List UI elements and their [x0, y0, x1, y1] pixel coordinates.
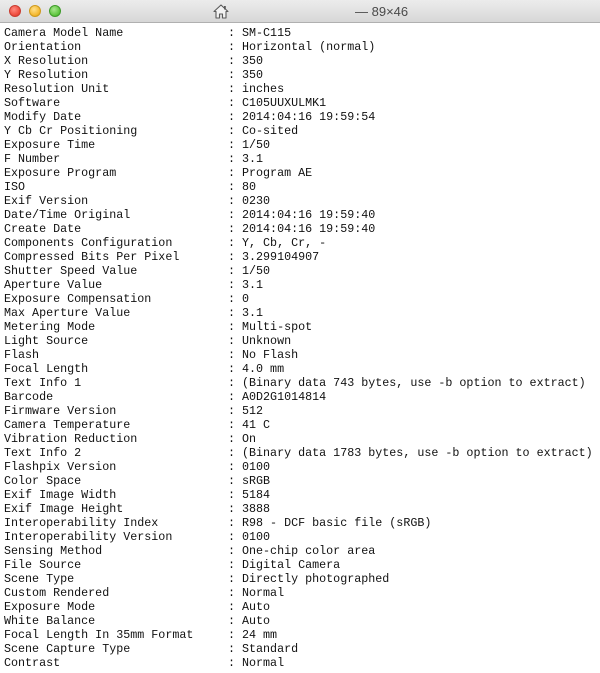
- exif-separator: :: [228, 180, 236, 194]
- exif-separator: :: [228, 222, 236, 236]
- exif-row: [4, 432, 600, 446]
- exif-tag-name: Focal Length In 35mm Format: [4, 628, 194, 642]
- exif-tag-name: Date/Time Original: [4, 208, 131, 222]
- exif-tag-name: Exif Image Height: [4, 502, 124, 516]
- exif-tag-name: Firmware Version: [4, 404, 117, 418]
- exif-separator: :: [228, 292, 236, 306]
- exif-tag-name: Focal Length: [4, 362, 89, 376]
- exif-row: [4, 320, 600, 334]
- exif-separator: :: [228, 278, 236, 292]
- exif-separator: :: [228, 376, 236, 390]
- exif-separator: :: [228, 572, 236, 586]
- exif-tag-name: Sensing Method: [4, 544, 103, 558]
- exif-separator: :: [228, 418, 236, 432]
- exif-row: [4, 404, 600, 418]
- exif-row: [4, 628, 600, 642]
- exif-row: [4, 110, 600, 124]
- exif-row: [4, 614, 600, 628]
- exif-tag-value: 0100: [242, 530, 271, 544]
- exif-row: [4, 474, 600, 488]
- exif-row: [4, 152, 600, 166]
- exif-tag-value: C105UUXULMK1: [242, 96, 327, 110]
- exif-separator: :: [228, 586, 236, 600]
- exif-tag-value: 3.1: [242, 306, 264, 320]
- terminal-output[interactable]: [0, 24, 600, 673]
- exif-tag-value: Y, Cb, Cr, -: [242, 236, 327, 250]
- exif-tag-value: No Flash: [242, 348, 299, 362]
- exif-tag-value: Co-sited: [242, 124, 299, 138]
- exif-tag-name: Interoperability Index: [4, 516, 159, 530]
- exif-row: [4, 376, 600, 390]
- exif-tag-value: (Binary data 743 bytes, use -b option to extract): [242, 376, 586, 390]
- exif-row: [4, 488, 600, 502]
- exif-separator: :: [228, 404, 236, 418]
- exif-tag-value: sRGB: [242, 474, 271, 488]
- exif-tag-value: 0: [242, 292, 250, 306]
- exif-tag-list: [4, 26, 600, 670]
- exif-separator: :: [228, 110, 236, 124]
- exif-tag-value: 80: [242, 180, 257, 194]
- exif-tag-value: 2014:04:16 19:59:40: [242, 222, 376, 236]
- exif-row: [4, 96, 600, 110]
- exif-tag-value: SM-C115: [242, 26, 292, 40]
- exif-separator: :: [228, 446, 236, 460]
- exif-tag-value: 350: [242, 68, 264, 82]
- exif-tag-value: inches: [242, 82, 285, 96]
- exif-tag-name: Contrast: [4, 656, 61, 670]
- exif-separator: :: [228, 152, 236, 166]
- exif-row: [4, 306, 600, 320]
- exif-row: [4, 446, 600, 460]
- exif-row: [4, 236, 600, 250]
- exif-separator: :: [228, 530, 236, 544]
- exif-tag-value: A0D2G1014814: [242, 390, 327, 404]
- exif-tag-value: (Binary data 1783 bytes, use -b option to extract): [242, 446, 593, 460]
- exif-tag-name: Vibration Reduction: [4, 432, 138, 446]
- exif-row: [4, 460, 600, 474]
- exif-separator: :: [228, 656, 236, 670]
- exif-row: [4, 278, 600, 292]
- exif-separator: :: [228, 264, 236, 278]
- exif-row: [4, 516, 600, 530]
- exif-tag-name: Software: [4, 96, 61, 110]
- exif-separator: :: [228, 516, 236, 530]
- exif-tag-value: Horizontal (normal): [242, 40, 376, 54]
- exif-row: [4, 418, 600, 432]
- exif-row: [4, 544, 600, 558]
- exif-separator: :: [228, 614, 236, 628]
- exif-row: [4, 166, 600, 180]
- exif-separator: :: [228, 390, 236, 404]
- exif-row: [4, 558, 600, 572]
- exif-tag-value: Program AE: [242, 166, 313, 180]
- exif-separator: :: [228, 544, 236, 558]
- minimize-window-button[interactable]: [29, 5, 41, 17]
- exif-tag-name: Camera Temperature: [4, 418, 131, 432]
- zoom-window-button[interactable]: [49, 5, 61, 17]
- exif-separator: :: [228, 26, 236, 40]
- exif-row: [4, 292, 600, 306]
- exif-tag-value: Directly photographed: [242, 572, 390, 586]
- exif-tag-value: Auto: [242, 600, 271, 614]
- exif-tag-name: F Number: [4, 152, 61, 166]
- exif-row: [4, 586, 600, 600]
- exif-tag-value: One-chip color area: [242, 544, 376, 558]
- home-icon: [213, 4, 229, 19]
- exif-separator: :: [228, 208, 236, 222]
- exif-tag-name: ISO: [4, 180, 26, 194]
- exif-separator: :: [228, 642, 236, 656]
- exif-tag-name: Metering Mode: [4, 320, 96, 334]
- exif-tag-name: Resolution Unit: [4, 82, 110, 96]
- exif-tag-value: 1/50: [242, 138, 271, 152]
- exif-tag-value: 2014:04:16 19:59:40: [242, 208, 376, 222]
- exif-tag-name: X Resolution: [4, 54, 89, 68]
- exif-tag-value: Auto: [242, 614, 271, 628]
- exif-row: [4, 348, 600, 362]
- exif-separator: :: [228, 502, 236, 516]
- exif-tag-value: Digital Camera: [242, 558, 341, 572]
- exif-tag-value: 3888: [242, 502, 271, 516]
- exif-row: [4, 180, 600, 194]
- exif-separator: :: [228, 320, 236, 334]
- exif-row: [4, 138, 600, 152]
- exif-row: [4, 40, 600, 54]
- exif-separator: :: [228, 558, 236, 572]
- exif-tag-name: Scene Capture Type: [4, 642, 131, 656]
- exif-tag-value: Multi-spot: [242, 320, 313, 334]
- exif-separator: :: [228, 194, 236, 208]
- exif-tag-value: R98 - DCF basic file (sRGB): [242, 516, 432, 530]
- exif-row: [4, 68, 600, 82]
- exif-separator: :: [228, 166, 236, 180]
- exif-separator: :: [228, 96, 236, 110]
- exif-separator: :: [228, 334, 236, 348]
- exif-tag-name: Exposure Time: [4, 138, 96, 152]
- exif-tag-value: 5184: [242, 488, 271, 502]
- exif-row: [4, 222, 600, 236]
- exif-row: [4, 264, 600, 278]
- exif-tag-name: Light Source: [4, 334, 89, 348]
- exif-separator: :: [228, 348, 236, 362]
- exif-tag-name: Modify Date: [4, 110, 82, 124]
- exif-separator: :: [228, 82, 236, 96]
- exif-tag-name: Exif Version: [4, 194, 89, 208]
- exif-row: [4, 572, 600, 586]
- exif-tag-name: Flashpix Version: [4, 460, 117, 474]
- exif-tag-name: Shutter Speed Value: [4, 264, 138, 278]
- exif-row: [4, 642, 600, 656]
- exif-tag-name: White Balance: [4, 614, 96, 628]
- exif-tag-value: Standard: [242, 642, 299, 656]
- exif-row: [4, 194, 600, 208]
- exif-tag-value: Normal: [242, 656, 285, 670]
- exif-tag-value: 24 mm: [242, 628, 278, 642]
- exif-separator: :: [228, 628, 236, 642]
- exif-tag-name: File Source: [4, 558, 82, 572]
- exif-row: [4, 208, 600, 222]
- close-window-button[interactable]: [9, 5, 21, 17]
- exif-separator: :: [228, 306, 236, 320]
- exif-tag-name: Interoperability Version: [4, 530, 173, 544]
- exif-row: [4, 502, 600, 516]
- exif-separator: :: [228, 54, 236, 68]
- exif-tag-name: Create Date: [4, 222, 82, 236]
- exif-tag-name: Barcode: [4, 390, 54, 404]
- exif-tag-name: Components Configuration: [4, 236, 173, 250]
- exif-separator: :: [228, 432, 236, 446]
- exif-tag-value: 3.1: [242, 278, 264, 292]
- exif-tag-value: Normal: [242, 586, 285, 600]
- exif-separator: :: [228, 250, 236, 264]
- exif-tag-name: Text Info 1: [4, 376, 82, 390]
- exif-tag-value: 3.1: [242, 152, 264, 166]
- exif-tag-value: 0100: [242, 460, 271, 474]
- exif-row: [4, 26, 600, 40]
- exif-tag-value: 512: [242, 404, 264, 418]
- exif-row: [4, 250, 600, 264]
- exif-tag-value: 3.299104907: [242, 250, 320, 264]
- exif-row: [4, 390, 600, 404]
- exif-tag-name: Y Cb Cr Positioning: [4, 124, 138, 138]
- exif-tag-name: Aperture Value: [4, 278, 103, 292]
- exif-tag-name: Exif Image Width: [4, 488, 117, 502]
- exif-tag-name: Exposure Compensation: [4, 292, 152, 306]
- exif-tag-value: Unknown: [242, 334, 292, 348]
- window-title: — 89×46: [355, 4, 409, 19]
- exif-separator: :: [228, 600, 236, 614]
- exif-tag-name: Flash: [4, 348, 40, 362]
- exif-tag-value: 4.0 mm: [242, 362, 285, 376]
- exif-tag-value: 350: [242, 54, 264, 68]
- exif-separator: :: [228, 68, 236, 82]
- title-bar[interactable]: [0, 0, 600, 23]
- exif-separator: :: [228, 124, 236, 138]
- exif-row: [4, 600, 600, 614]
- exif-tag-name: Color Space: [4, 474, 82, 488]
- exif-tag-name: Y Resolution: [4, 68, 89, 82]
- exif-separator: :: [228, 460, 236, 474]
- exif-separator: :: [228, 138, 236, 152]
- exif-tag-name: Exposure Program: [4, 166, 117, 180]
- exif-separator: :: [228, 40, 236, 54]
- exif-tag-value: 41 C: [242, 418, 271, 432]
- exif-tag-name: Text Info 2: [4, 446, 82, 460]
- exif-row: [4, 82, 600, 96]
- exif-tag-name: Exposure Mode: [4, 600, 96, 614]
- exif-tag-name: Compressed Bits Per Pixel: [4, 250, 180, 264]
- exif-row: [4, 334, 600, 348]
- exif-tag-name: Orientation: [4, 40, 82, 54]
- exif-row: [4, 124, 600, 138]
- exif-tag-value: 1/50: [242, 264, 271, 278]
- exif-tag-name: Max Aperture Value: [4, 306, 131, 320]
- exif-tag-value: On: [242, 432, 257, 446]
- exif-tag-value: 0230: [242, 194, 271, 208]
- exif-tag-name: Scene Type: [4, 572, 75, 586]
- exif-separator: :: [228, 474, 236, 488]
- exif-separator: :: [228, 236, 236, 250]
- exif-tag-value: 2014:04:16 19:59:54: [242, 110, 376, 124]
- exif-tag-name: Camera Model Name: [4, 26, 124, 40]
- exif-separator: :: [228, 362, 236, 376]
- exif-row: [4, 54, 600, 68]
- exif-row: [4, 530, 600, 544]
- exif-tag-name: Custom Rendered: [4, 586, 110, 600]
- exif-separator: :: [228, 488, 236, 502]
- exif-row: [4, 362, 600, 376]
- exif-row: [4, 656, 600, 670]
